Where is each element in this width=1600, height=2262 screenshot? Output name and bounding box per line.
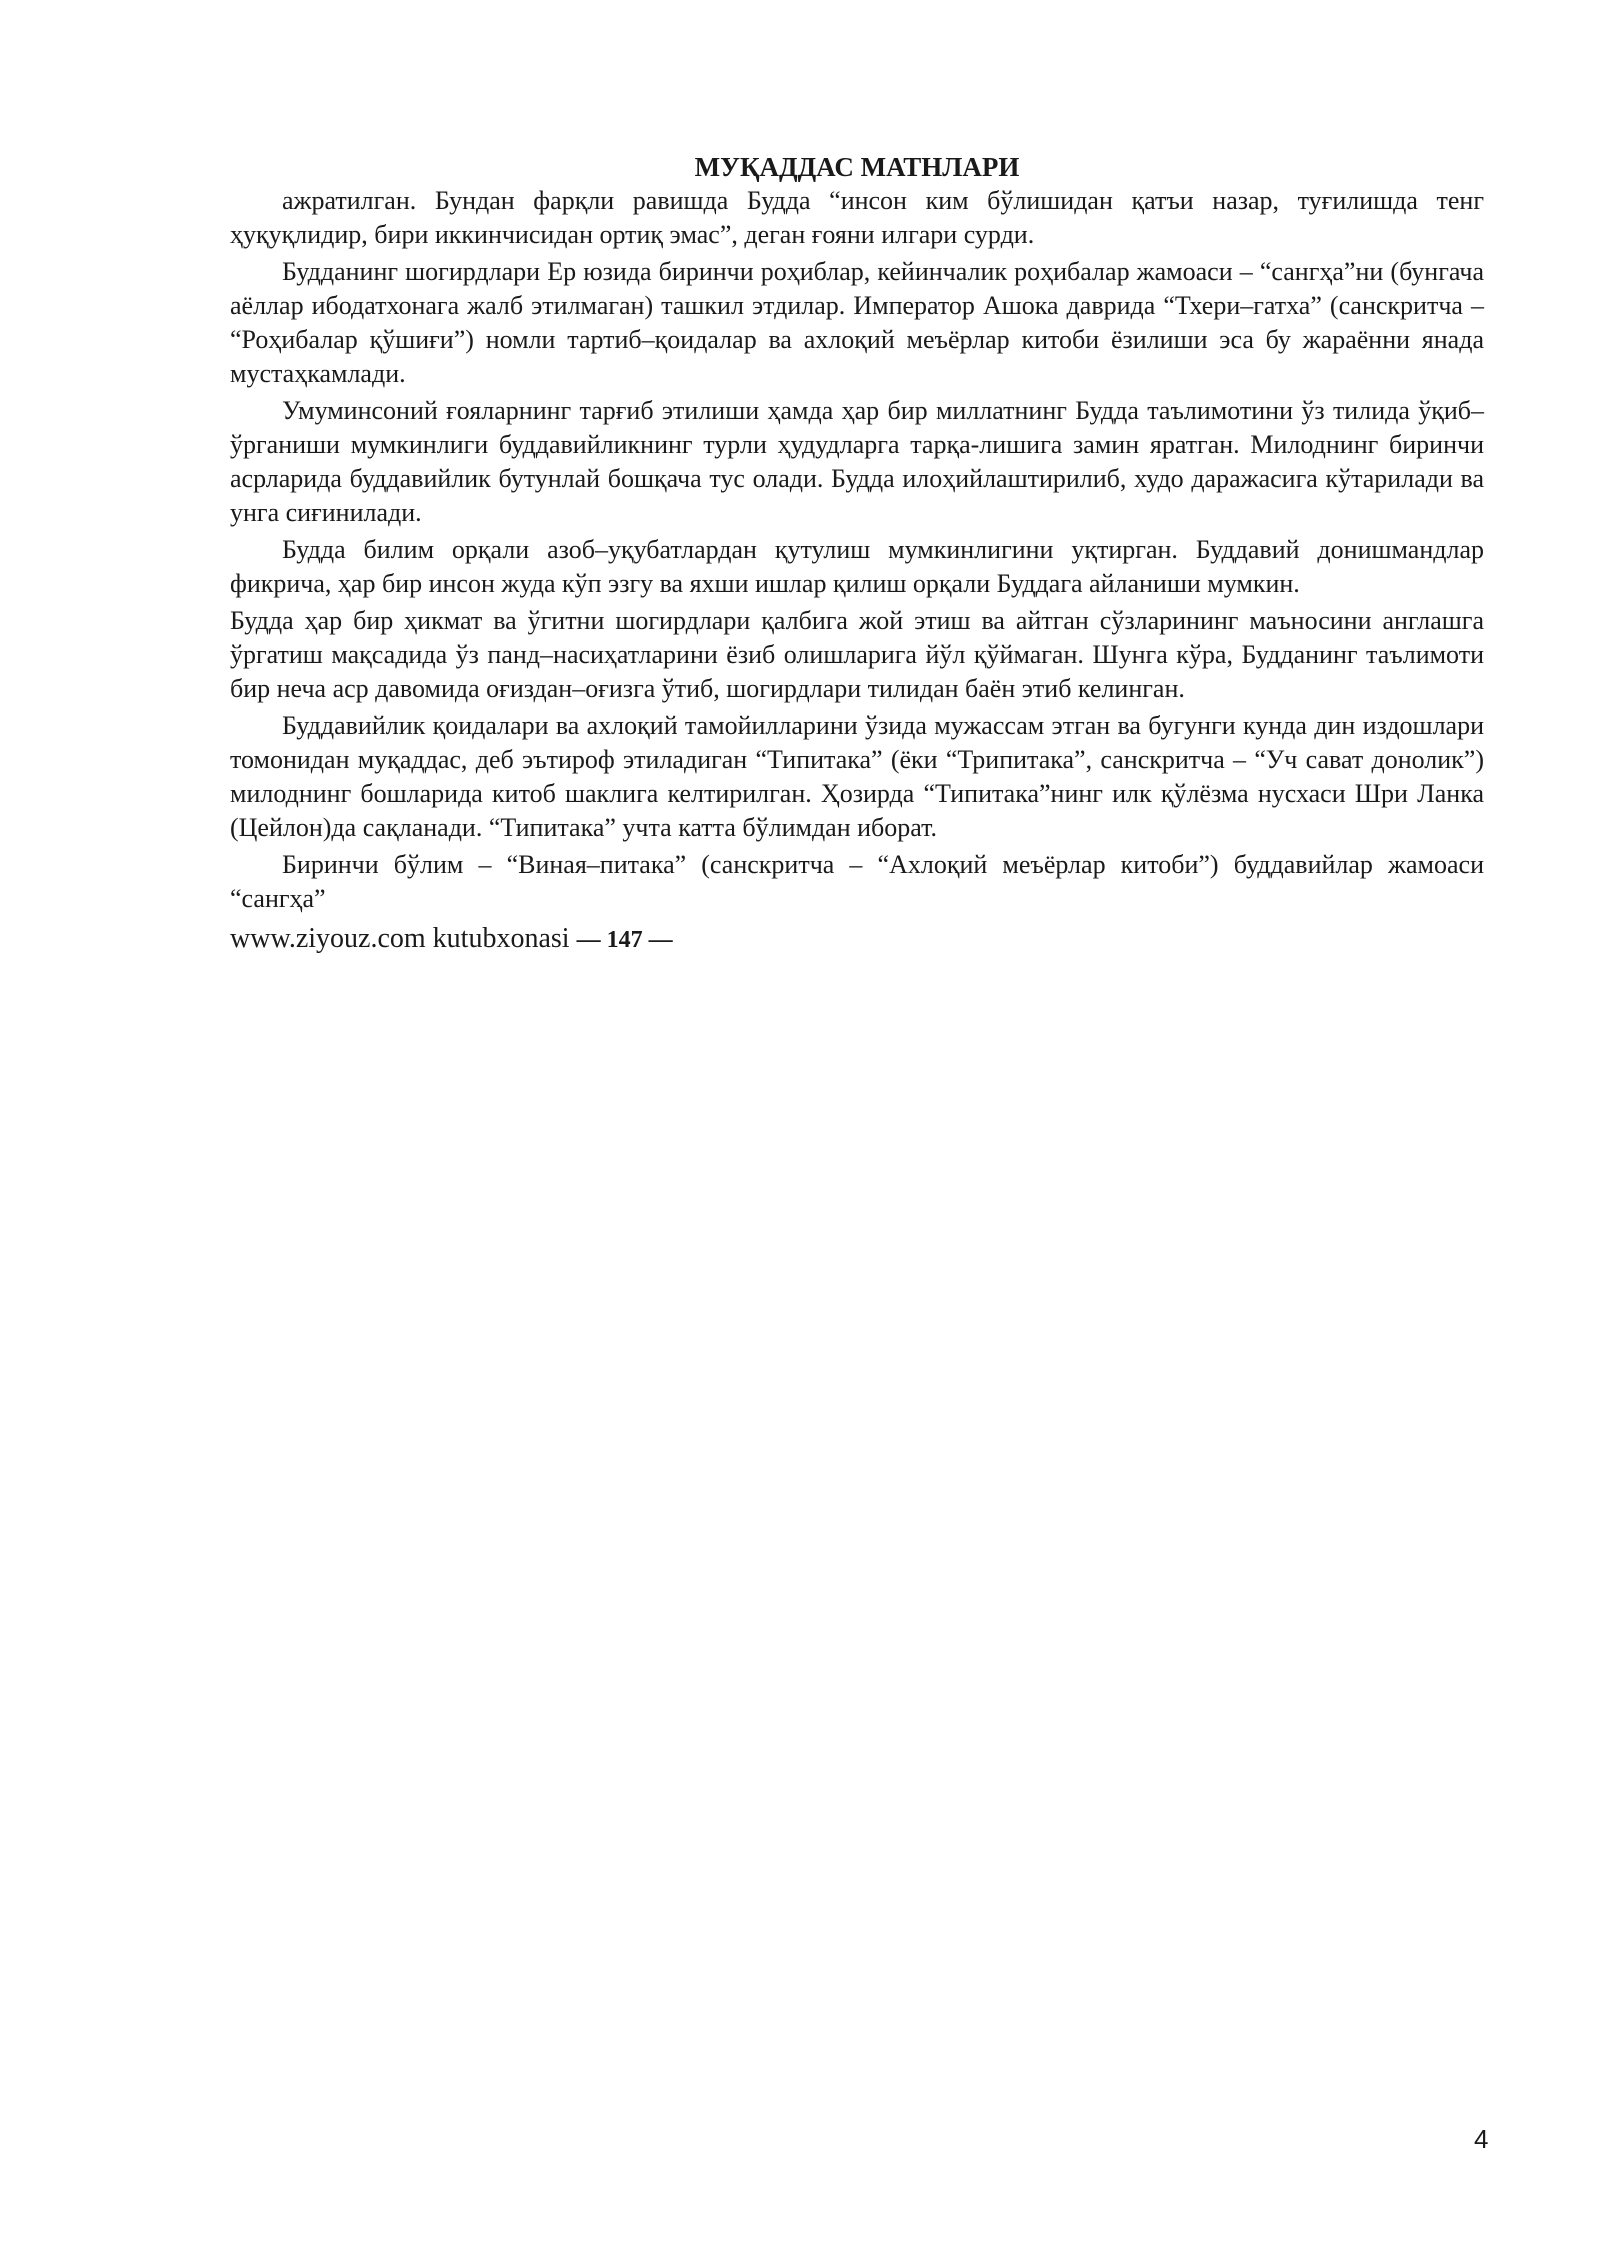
page-number: 4: [1474, 2124, 1489, 2154]
paragraph-4: Будда билим орқали азоб–уқубатлардан қутулиш мумкинлигини уқтирган. Буддавий донишмандлар фикрича, ҳар бир инсон жуда кўп эзгу ва яхши ишлар қилиш орқали Буддага айланиши мумкин.: [230, 535, 1484, 598]
document-body: [230, 150, 1484, 959]
paragraph-2: Будданинг шогирдлари Ер юзида биринчи роҳиблар, кейинчалик роҳибалар жамоаси – “сангҳа”ни (бунгача аёллар ибодатхонага жалб этилмаган) ташкил этдилар. Император Ашока даврида “Тхери–гатха” (санскритча – “Роҳибалар қўшиғи”) номли тартиб–қоидалар ва ахлоқий меъёрлар китоби ёзилиши эса бу жараённи янада мустаҳкамлади.: [230, 257, 1484, 388]
paragraph-6: Буддавийлик қоидалари ва ахлоқий тамойилларини ўзида мужассам этган ва бугунги кунда дин издошлари томонидан муқаддас, деб эътироф этиладиган “Типитака” (ёки “Трипитака”, санскритча – “Уч сават донолик”) милоднинг бошларида китоб шаклига келтирилган. Ҳозирда “Типитака”нинг илк қўлёзма нусхаси Шри Ланка (Цейлон)да сақланади. “Типитака” учта катта бўлимдан иборат.: [230, 711, 1484, 842]
paragraph-1: ажратилган. Бундан фарқли равишда Будда “инсон ким бўлишидан қатъи назар, туғилишда тенг ҳуқуқлидир, бири иккинчисидан ортиқ эмас”, деган ғояни илгари сурди.: [230, 186, 1484, 249]
paragraph-7: Биринчи бўлим – “Виная–питака” (санскритча – “Ахлоқий меъёрлар китоби”) буддавийлар жамоаси “сангҳа”: [230, 850, 1484, 913]
page-title: МУҚАДДАС МАТНЛАРИ: [694, 152, 1020, 182]
source-footer: [230, 920, 1484, 959]
paragraph-3: Умуминсоний ғояларнинг тарғиб этилиши ҳамда ҳар бир миллатнинг Будда таълимотини ўз тилида ўқиб–ўрганиши мумкинлиги буддавийликнинг турли ҳудудларга тарқа-лишига замин яратган. Милоднинг биринчи асрларида буддавийлик бутунлай бошқача тус олади. Будда илоҳийлаштирилиб, худо даражасига кўтарилади ва унга сиғинилади.: [230, 396, 1484, 527]
book-page-mark: — 147 —: [576, 927, 673, 953]
source-link[interactable]: www.ziyouz.com kutubxonasi: [230, 923, 570, 954]
paragraph-5: Будда ҳар бир ҳикмат ва ўгитни шогирдлари қалбига жой этиш ва айтган сўзларининг маъносини англашга ўргатиш мақсадида ўз панд–насиҳатларини ёзиб олишларига йўл қўймаган. Шунга кўра, Будданинг таълимоти бир неча аср давомида оғиздан–оғизга ўтиб, шогирдлари тилидан баён этиб келинган.: [230, 606, 1484, 703]
